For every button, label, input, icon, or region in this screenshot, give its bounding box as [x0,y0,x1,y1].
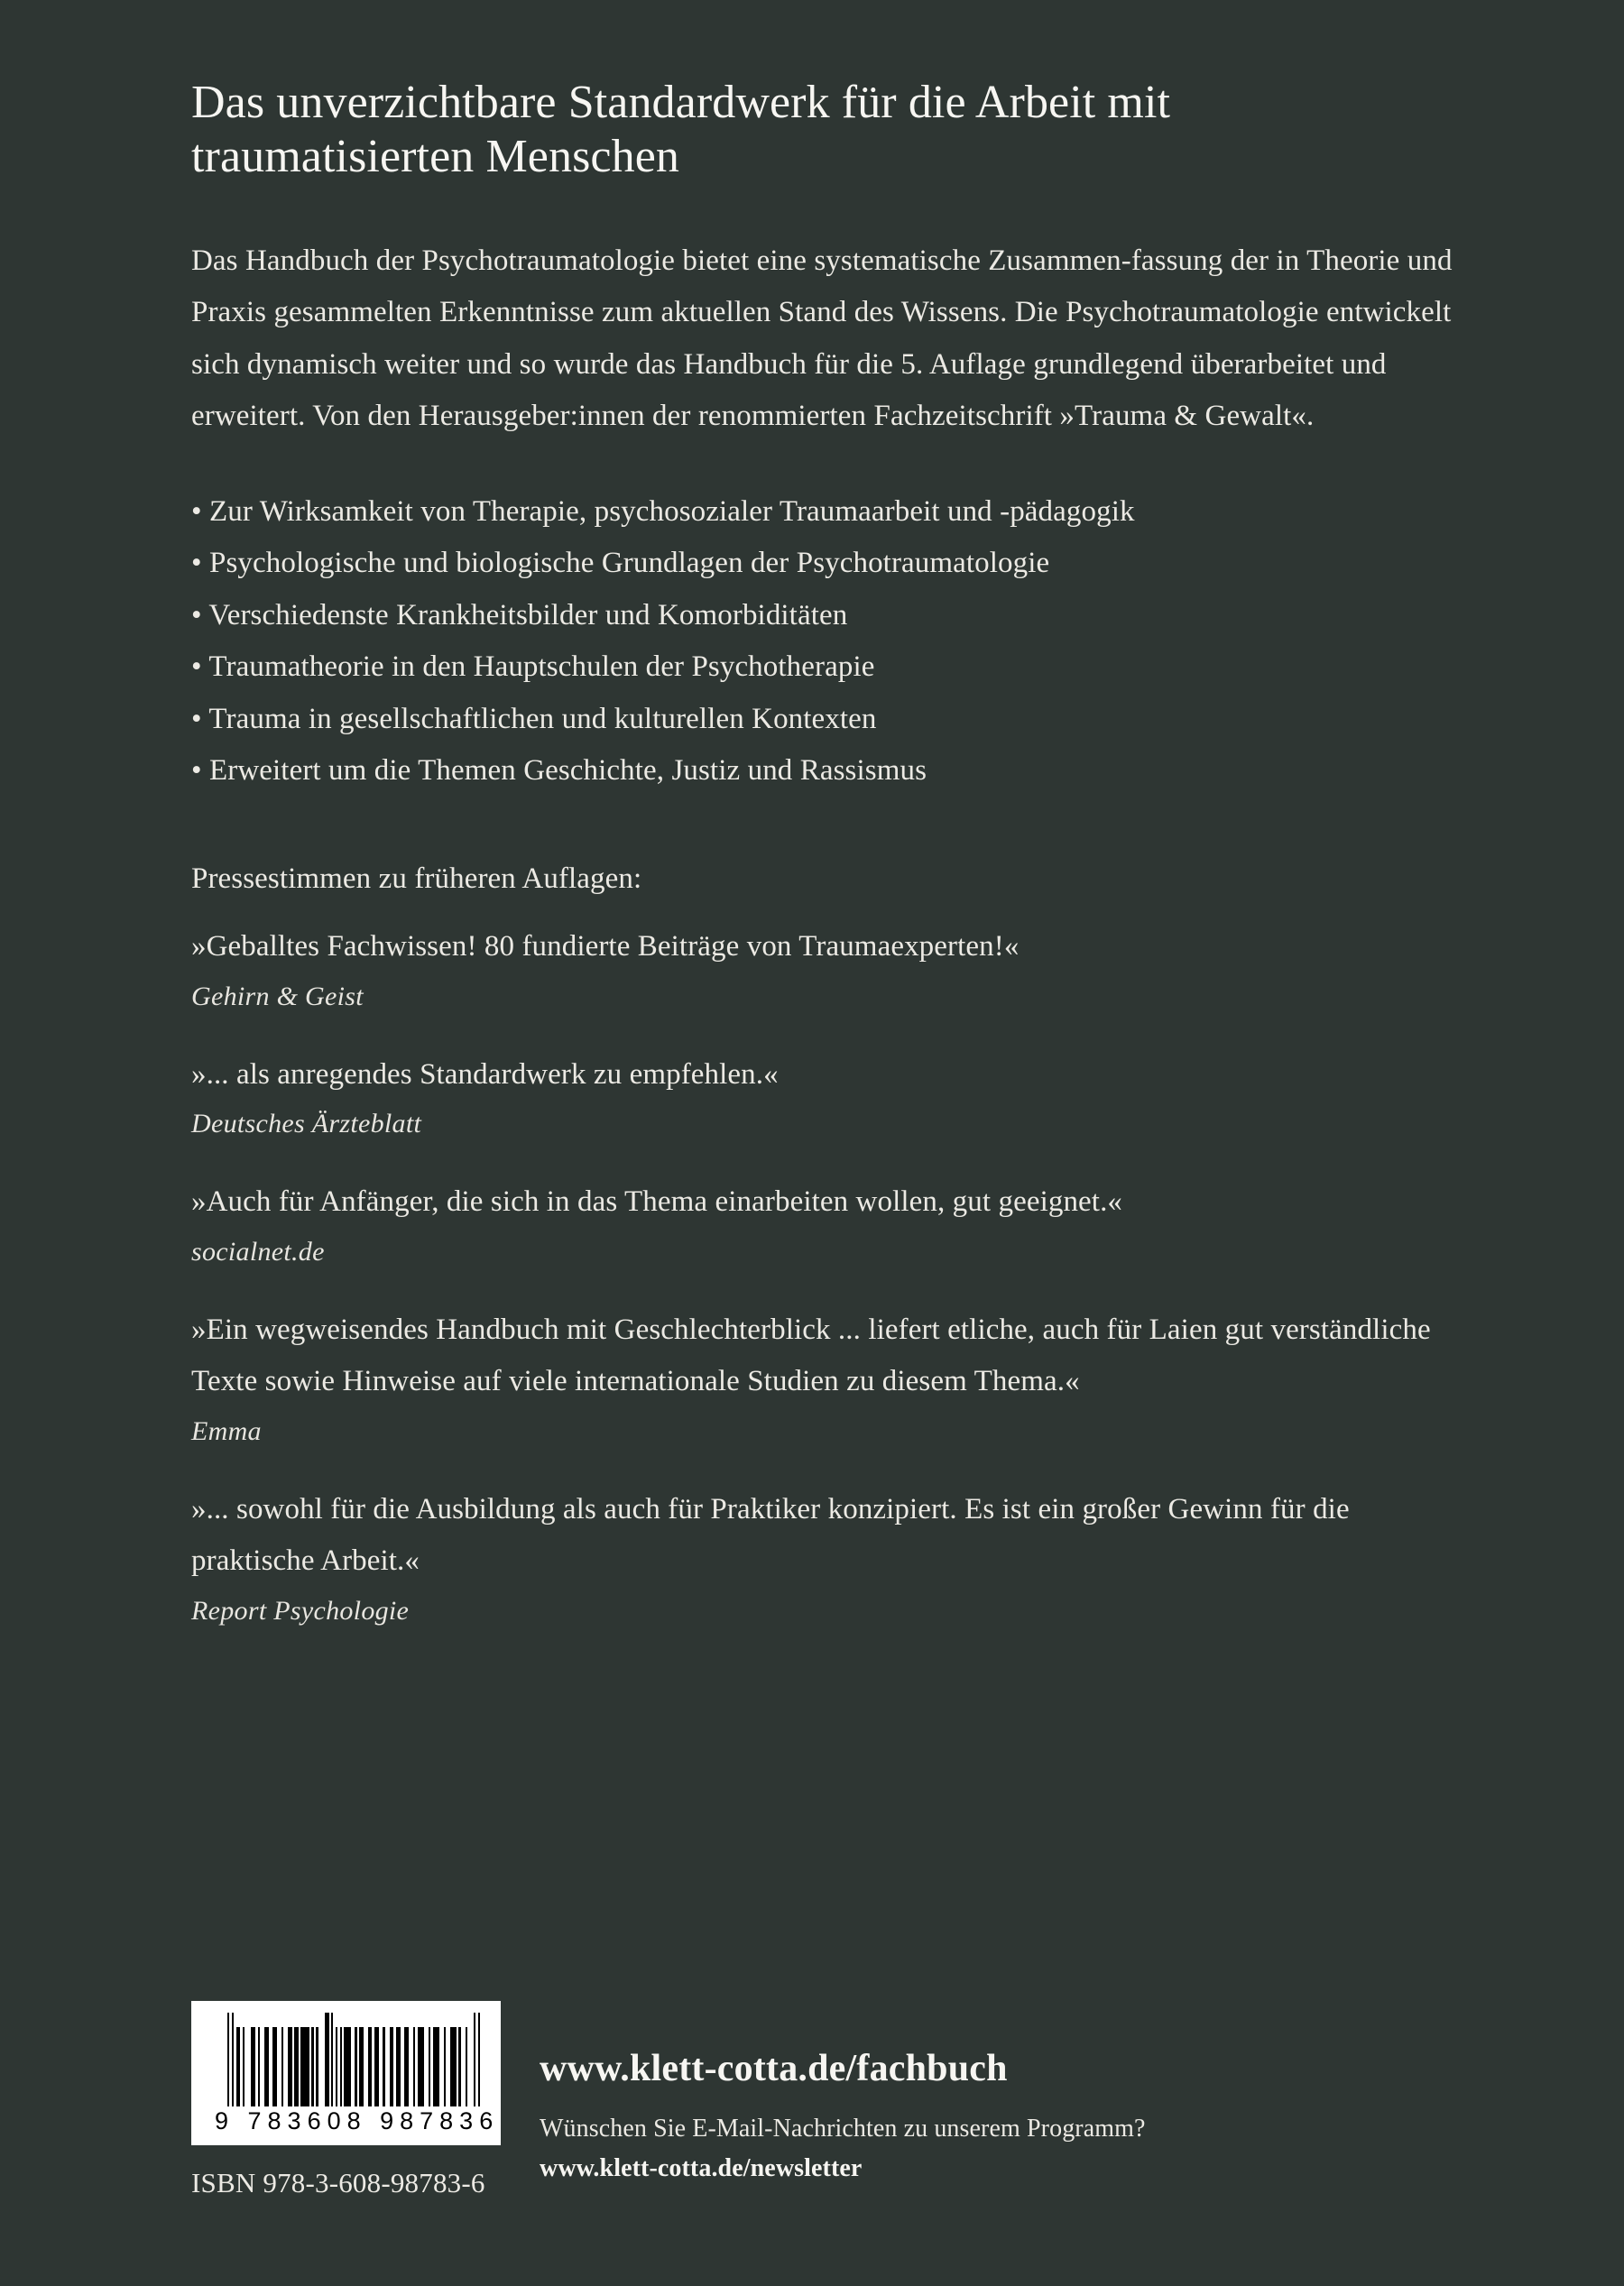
list-item-label: Traumatheorie in den Hauptschulen der Psychotherapie [208,650,875,684]
press-section [191,853,1454,1635]
list-item-label: Erweitert um die Themen Geschichte, Justiz und Rassismus [209,754,927,788]
quote-text: »... sowohl für die Ausbildung als auch für Praktiker konzipiert. Es ist ein großer Gewinn für die praktische Arbeit.« [191,1492,1350,1578]
press-quote [191,1049,1454,1148]
isbn-barcode [191,2001,501,2145]
publisher-website-link[interactable]: www.klett-cotta.de/fachbuch [540,2048,1008,2089]
barcode-bars [206,2013,486,2106]
quote-text: »Ein wegweisendes Handbuch mit Geschlechterblick ... liefert etliche, auch für Laien gut verständliche Texte sowie Hinweise auf viele internationale Studien zu diesem Thema.« [191,1313,1431,1398]
publisher-web-column [503,2001,1454,2187]
list-item [191,538,1454,590]
newsletter-question: Wünschen Sie E-Mail-Nachrichten zu unserem Programm? [540,2115,1146,2143]
list-item [191,745,1454,797]
bullet-icon: • [191,650,202,684]
list-item-label: Verschiedenste Krankheitsbilder und Komorbiditäten [208,598,848,631]
quote-text: »... als anregendes Standardwerk zu empfehlen.« [191,1057,779,1091]
quote-source: Gehirn & Geist [191,981,364,1011]
bullet-icon: • [191,754,202,788]
list-item-label: Trauma in gesellschaftlichen und kulturellen Kontexten [208,702,877,735]
list-item [191,641,1454,694]
isbn-number: ISBN 978-3-608-98783-6 [191,2167,485,2198]
press-quote [191,1484,1454,1635]
intro-paragraph: Das Handbuch der Psychotraumatologie bietet eine systematische Zusammen-fassung der in Theorie und Praxis gesammelten Erkenntnisse zum aktuellen Stand des Wissens. Die Psychotraumatologie entwickelt sich dynamisch weiter und so wurde das Handbuch für die 5. Auflage grundlegend überarbeitet und erweitert. Von den Herausgeber:innen der renommierten Fachzeitschrift »Trauma & Gewalt«. [191,244,1453,433]
bullet-icon: • [191,547,202,580]
list-item-label: Psychologische und biologische Grundlagen der Psychotraumatologie [209,547,1050,580]
bullet-icon: • [191,702,202,735]
quote-source: socialnet.de [191,1236,325,1267]
list-item [191,694,1454,746]
feature-list [191,486,1454,797]
quote-text: »Auch für Anfänger, die sich in das Thema einarbeiten wollen, gut geeignet.« [191,1185,1123,1219]
press-quote [191,1176,1454,1276]
press-heading: Pressestimmen zu früheren Auflagen: [191,862,642,895]
quote-source: Emma [191,1415,262,1446]
quote-source: Deutsches Ärzteblatt [191,1109,422,1139]
press-quote [191,1304,1454,1455]
list-item [191,486,1454,539]
list-item-label: Zur Wirksamkeit von Therapie, psychosozialer Traumaarbeit und -pädagogik [209,494,1135,528]
press-quote [191,921,1454,1020]
bullet-icon: • [191,494,202,528]
bullet-icon: • [191,598,202,631]
list-item [191,590,1454,642]
page-title: Das unverzichtbare Standardwerk für die Arbeit mit traumatisierten Menschen [191,77,1171,183]
barcode-column [191,2001,503,2199]
barcode-digits: 9 783608 987836 [215,2107,500,2134]
cover-footer [191,2001,1454,2199]
cover-content [191,76,1454,1664]
quote-source: Report Psychologie [191,1595,410,1626]
quote-text: »Geballtes Fachwissen! 80 fundierte Beiträge von Traumaexperten!« [191,930,1020,963]
newsletter-link[interactable]: www.klett-cotta.de/newsletter [540,2154,863,2183]
